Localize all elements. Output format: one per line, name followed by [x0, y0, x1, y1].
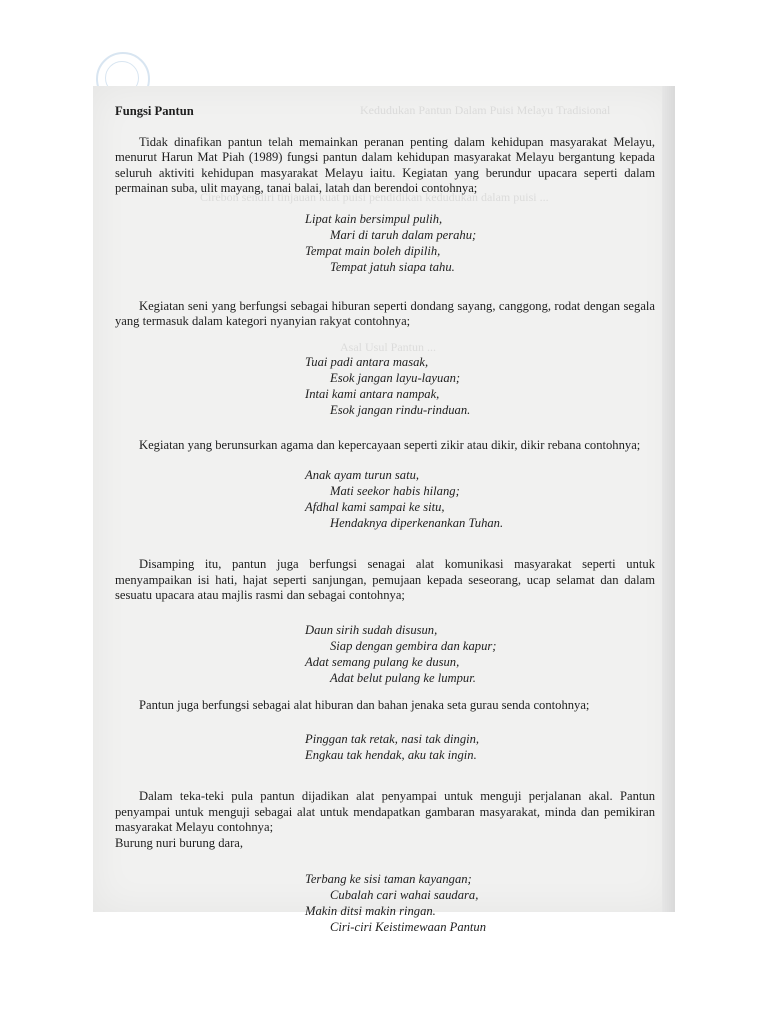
verse-line: Adat belut pulang ke lumpur.	[330, 670, 476, 685]
verse-line: Engkau tak hendak, aku tak ingin.	[305, 748, 477, 762]
verse-line: Hendaknya diperkenankan Tuhan.	[330, 516, 504, 530]
pantun-verse	[115, 622, 655, 686]
verse-line: Mati seekor habis hilang;	[330, 484, 460, 498]
document-body	[115, 104, 655, 935]
pantun-verse	[115, 354, 655, 418]
section-heading: Fungsi Pantun	[115, 104, 194, 118]
verse-line: Pinggan tak retak, nasi tak dingin,	[305, 732, 480, 746]
verse-line: Tuai padi antara masak,	[305, 354, 429, 369]
verse-line: Daun sirih sudah disusun,	[305, 622, 438, 637]
paragraph: Tidak dinafikan pantun telah memainkan peranan penting dalam kehidupan masyarakat Melayu, menurut Harun Mat Piah (1989) fungsi pantun dalam kehidupan masyarakat Melayu bergantung kepada seluruh aktiviti kehidupan masyarakat Melayu iaitu. Kegiatan yang berundur upacara seperti dalam permainan suba, ulit mayang, tanai balai, latah dan berendoi contohnya;	[115, 134, 655, 195]
pantun-opening-line: Burung nuri burung dara,	[115, 835, 244, 850]
pantun-verse	[115, 871, 655, 935]
paragraph: Disamping itu, pantun juga berfungsi senagai alat komunikasi masyarakat seperti untuk menyampaikan isi hati, hajat seperti sanjungan, pemujaan kepada seseorang, ucap selamat dan dalam sesuatu upacara atau majlis rasmi dan sebagai contohnya;	[115, 557, 655, 602]
pantun-verse	[115, 211, 655, 275]
verse-line: Mari di taruh dalam perahu;	[330, 227, 477, 242]
verse-line: Lipat kain bersimpul pulih,	[305, 211, 443, 226]
verse-line: Cubalah cari wahai saudara,	[330, 888, 479, 902]
paragraph: Pantun juga berfungsi sebagai alat hiburan dan bahan jenaka seta gurau senda contohnya;	[139, 697, 590, 712]
pantun-verse	[115, 731, 655, 763]
verse-line: Adat semang pulang ke dusun,	[305, 654, 460, 669]
verse-line: Ciri-ciri Keistimewaan Pantun	[330, 920, 487, 934]
verse-line: Terbang ke sisi taman kayangan;	[305, 872, 472, 886]
paragraph: Kegiatan yang berunsurkan agama dan kepercayaan seperti zikir atau dikir, dikir rebana contohnya;	[139, 437, 641, 452]
page-edge-shadow	[662, 86, 675, 912]
verse-line: Tempat main boleh dipilih,	[305, 243, 441, 258]
verse-line: Anak ayam turun satu,	[305, 468, 420, 482]
pantun-verse	[115, 467, 655, 531]
verse-line: Afdhal kami sampai ke situ,	[305, 500, 445, 514]
verse-line: Makin ditsi makin ringan.	[305, 904, 436, 918]
verse-line: Siap dengan gembira dan kapur;	[330, 638, 497, 653]
paragraph: Dalam teka-teki pula pantun dijadikan alat penyampai untuk menguji perjalanan akal. Pantun penyampai untuk menguji sebagai alat untuk mendapatkan gambaran masyarakat, minda dan pemikiran masyarakat Melayu contohnya;	[115, 789, 655, 834]
verse-line: Esok jangan rindu-rinduan.	[330, 402, 471, 417]
paragraph: Kegiatan seni yang berfungsi sebagai hiburan seperti dondang sayang, canggong, rodat dengan segala yang termasuk dalam kategori nyanyian rakyat contohnya;	[115, 298, 655, 328]
verse-line: Tempat jatuh siapa tahu.	[330, 259, 455, 274]
verse-line: Esok jangan layu-layuan;	[330, 370, 461, 385]
verse-line: Intai kami antara nampak,	[305, 386, 440, 401]
